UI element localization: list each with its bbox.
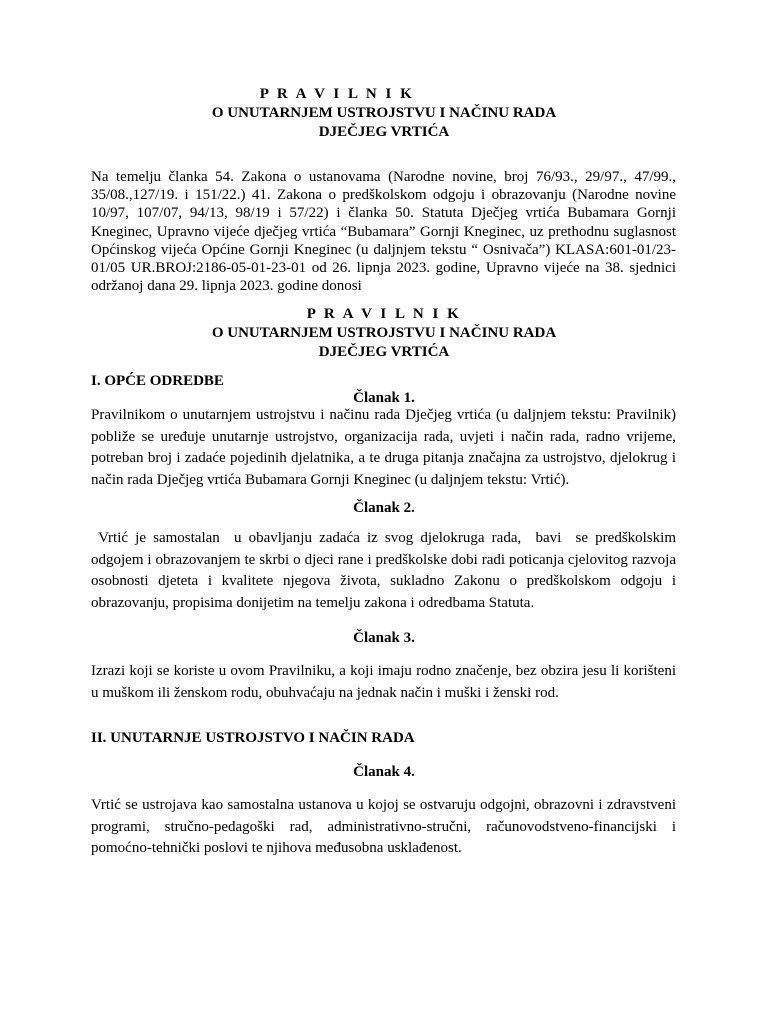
title-line-vrtic: DJEČJEG VRTIĆA (318, 344, 450, 360)
clanak-4-title: Članak 4. (353, 764, 415, 780)
title-line-pravilnik: P R A V I L N I K (306, 306, 462, 322)
clanak-2-text: Vrtić je samostalan u obavljanju zadaća iz svog djelokruga rada, bavi se predškolskim odgojem i obrazovanjem te skrbi o djeci rane i predškolske dobi radi poticanja cjelovitog razvoja osobnosti djeteta i kvalitete njegova života, sukladno Zakonu o predškolskom odgoju i obrazovanju, propisima donijetim na temelju zakona i odredbama Statuta. (91, 530, 680, 611)
document-title-top (0, 85, 768, 142)
document-title-main (0, 305, 768, 362)
clanak-1-title: Članak 1. (353, 390, 415, 406)
title-line-pravilnik: P R A V I L N I K (259, 86, 415, 102)
title-line-vrtic: DJEČJEG VRTIĆA (318, 124, 450, 140)
clanak-3-title: Članak 3. (353, 630, 415, 646)
section-heading-opce-odredbe: I. OPĆE ODREDBE (91, 373, 224, 389)
clanak-3-text: Izrazi koji se koriste u ovom Pravilniku, a koji imaju rodno značenje, bez obzira jesu li korišteni u muškom ili ženskom rodu, obuhvaćaju na jednak način i muški i ženski rod. (91, 663, 676, 701)
title-line-subject: O UNUTARNJEM USTROJSTVU I NAČINU RADA (211, 325, 557, 341)
title-line-subject: O UNUTARNJEM USTROJSTVU I NAČINU RADA (211, 105, 557, 121)
clanak-2-title: Članak 2. (353, 500, 415, 516)
clanak-1-text: Pravilnikom o unutarnjem ustrojstvu i načinu rada Dječjeg vrtića (u daljnjem tekstu: Pravilnik) pobliže se uređuje unutarnje ustrojstvo, organizacija rada, uvjeti i način rada, radno vrijeme, potreban broj i zadaće pojedinih djelatnika, a te druga pitanja značajna za ustrojstvo, djelokrug i način rada Dječjeg vrtića Bubamara Gornji Kneginec (u daljnjem tekstu: Vrtić). (91, 407, 676, 488)
section-heading-unutarnje-ustrojstvo: II. UNUTARNJE USTROJSTVO I NAČIN RADA (91, 730, 415, 746)
intro-paragraph: Na temelju članka 54. Zakona o ustanovama (Narodne novine, broj 76/93., 29/97., 47/99., 35/08.,127/19. i 151/22.) 41. Zakona o predškolskom odgoju i obrazovanju (Narodne novine 10/97, 107/07, 94/13, 98/19 i 57/22) i članka 50. Statuta Dječjeg vrtića Bubamara Gornji Kneginec, Upravno vijeće dječjeg vrtića “Bubamara” Gornji Kneginec, uz prethodnu suglasnost Općinskog vijeća Općine Gornji Kneginec (u daljnjem tekstu “ Osnivača”) KLASA:601-01/23-01/05 UR.BROJ:2186-05-01-23-01 od 26. lipnja 2023. godine, Upravno vijeće na 38. sjednici održanoj dana 29. lipnja 2023. godine donosi (91, 169, 676, 295)
clanak-4-text: Vrtić se ustrojava kao samostalna ustanova u kojoj se ostvaruju odgojni, obrazovni i zdravstveni programi, stručno-pedagoški rad, administrativno-stručni, računovodstveno-financijski i pomoćno-tehnički poslovi te njihova međusobna usklađenost. (91, 797, 676, 856)
